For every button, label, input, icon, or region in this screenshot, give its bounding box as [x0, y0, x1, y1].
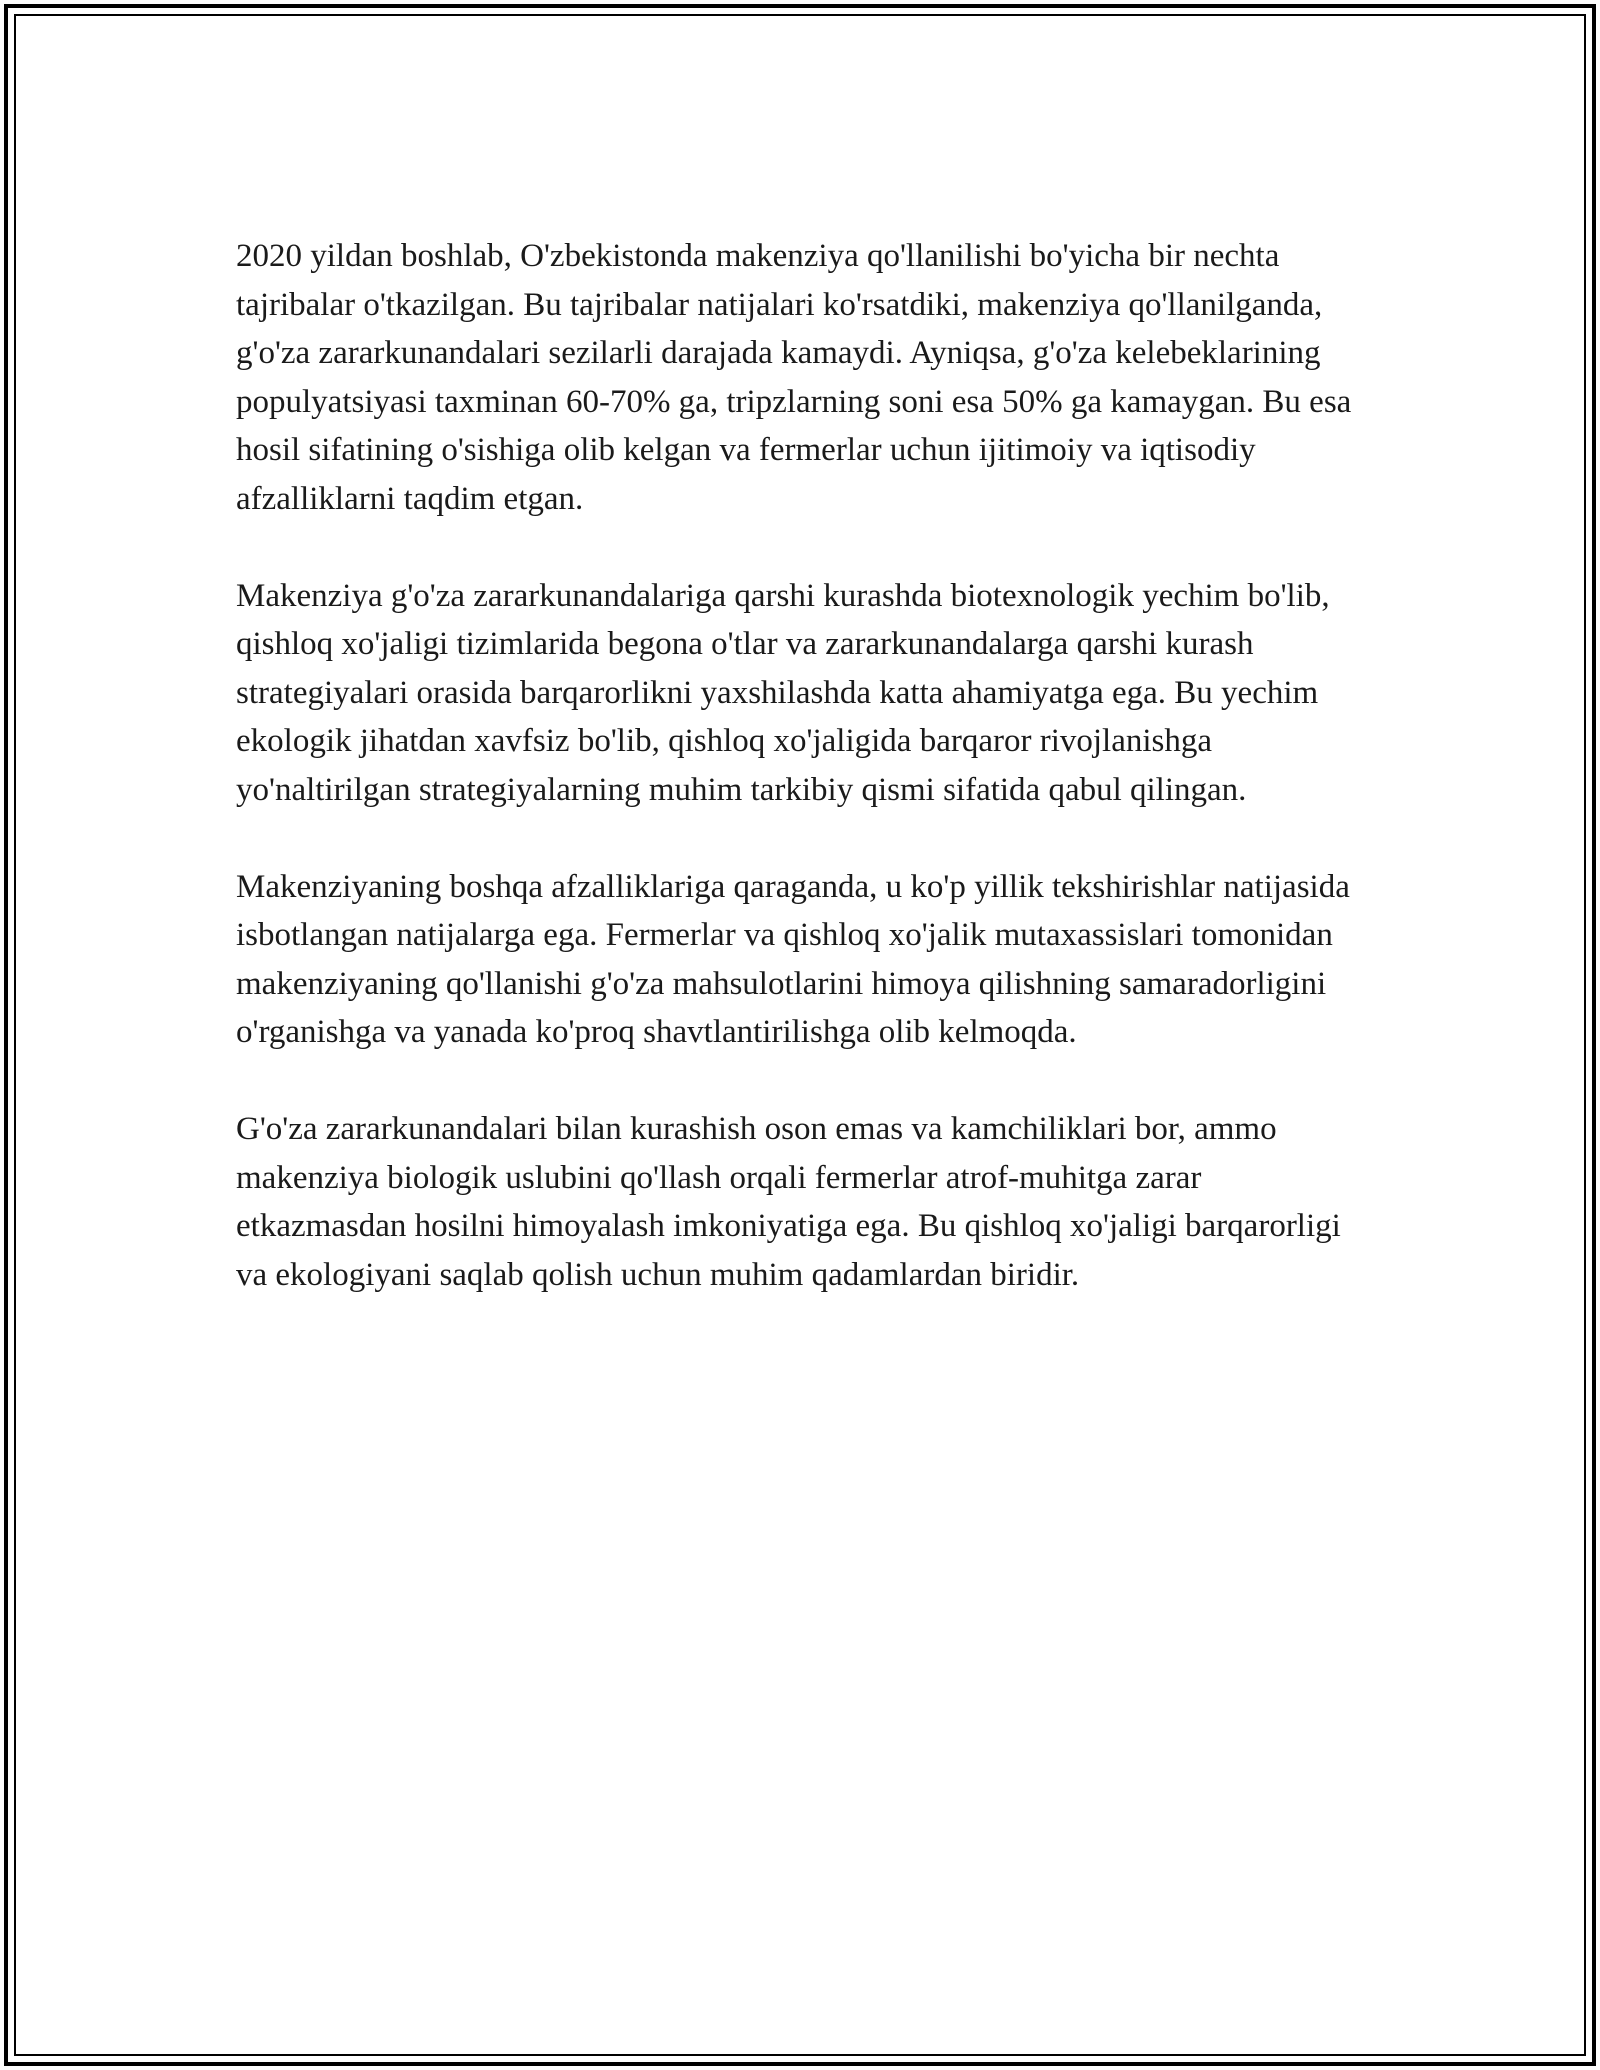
paragraph-3: Makenziyaning boshqa afzalliklariga qaraganda, u ko'p yillik tekshirishlar natijasida isbotlangan natijalarga ega. Fermerlar va qishloq xo'jalik mutaxassislari tomonidan makenziyaning qo'llanishi g'o'za mahsulotlarini himoya qilishning samaradorligini o'rganishga va yanada ko'proq shavtlantirilishga olib kelmoqda. [236, 868, 1350, 1050]
paragraph-1: 2020 yildan boshlab, O'zbekistonda makenziya qo'llanilishi bo'yicha bir nechta tajribalar o'tkazilgan. Bu tajribalar natijalari ko'rsatdiki, makenziya qo'llanilganda, g'o'za zararkunandalari sezilarli darajada kamaydi. Ayniqsa, g'o'za kelebeklarining populyatsiyasi taxminan 60-70% ga, tripzlarning soni esa 50% ga kamaygan. Bu esa hosil sifatining o'sishiga olib kelgan va fermerlar uchun ijitimoiy va iqtisodiy afzalliklarni taqdim etgan. [236, 238, 1352, 517]
paragraph-2: Makenziya g'o'za zararkunandalariga qarshi kurashda biotexnologik yechim bo'lib, qishloq xo'jaligi tizimlarida begona o'tlar va zararkunandalarga qarshi kurash strategiyalari orasida barqarorlikni yaxshilashda katta ahamiyatga ega. Bu yechim ekologik jihatdan xavfsiz bo'lib, qishloq xo'jaligida barqaror rivojlanishga yo'naltirilgan strategiyalarning muhim tarkibiy qismi sifatida qabul qilingan. [236, 577, 1330, 808]
document-body [236, 232, 1376, 1348]
paragraph-4: G'o'za zararkunandalari bilan kurashish oson emas va kamchiliklari bor, ammo makenziya biologik uslubini qo'llash orqali fermerlar atrof-muhitga zarar etkazmasdan hosilni himoyalash imkoniyatiga ega. Bu qishloq xo'jaligi barqarorligi va ekologiyani saqlab qolish uchun muhim qadamlardan biridir. [236, 1111, 1341, 1293]
